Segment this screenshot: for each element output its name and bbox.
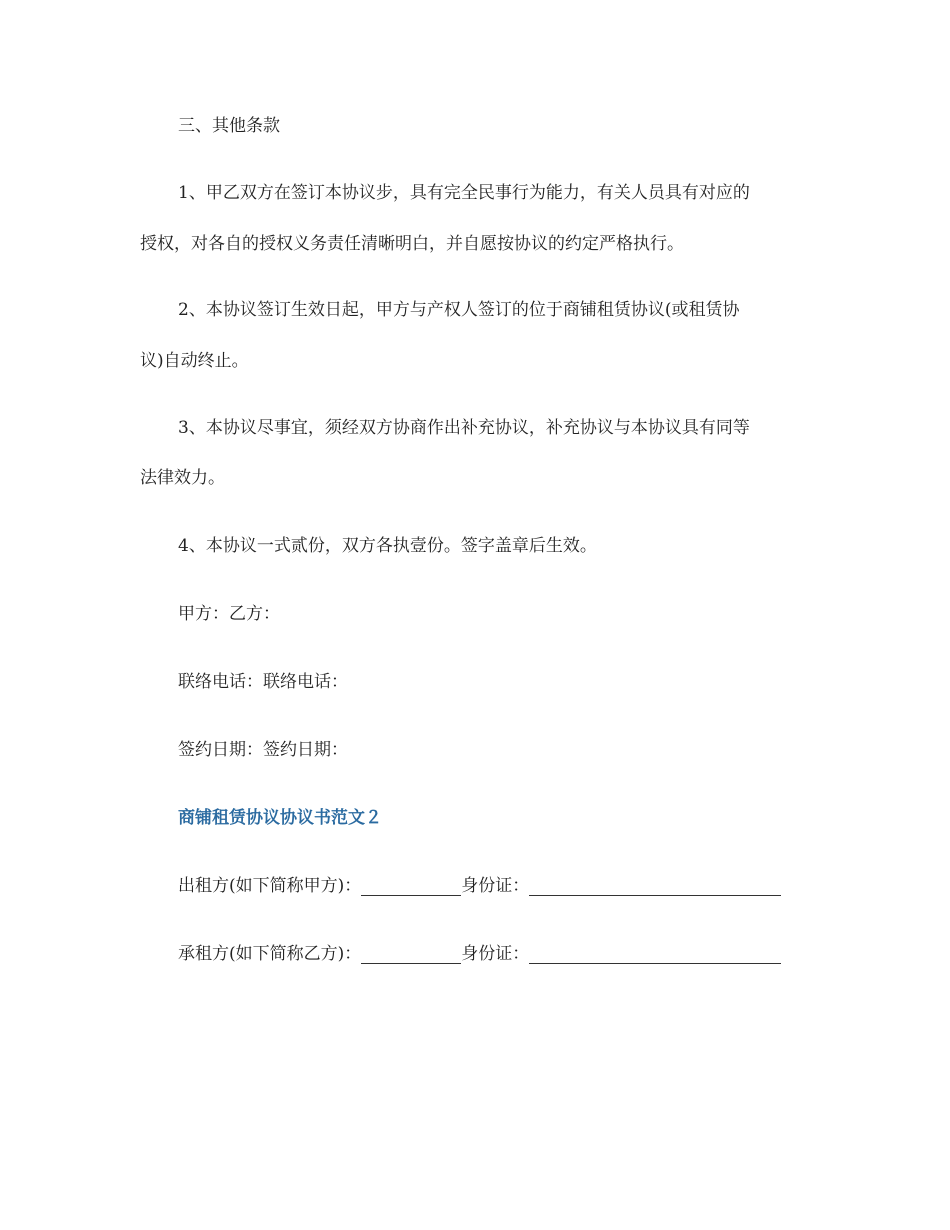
lessor-id-blank [529,877,781,896]
lessor-label: 出租方(如下简称甲方)： [178,876,362,896]
clause-1-line-1: 1、甲乙双方在签订本协议步，具有完全民事行为能力，有关人员具有对应的 [178,183,750,203]
clause-3-line-1: 3、本协议尽事宜，须经双方协商作出补充协议，补充协议与本协议具有同等 [178,418,750,438]
section-heading-2: 商铺租赁协议协议书范文２ [178,808,382,828]
clause-2-line-2: 议)自动终止。 [140,351,249,371]
clause-2-line-1: 2、本协议签订生效日起，甲方与产权人签订的位于商铺租赁协议(或租赁协 [178,300,740,320]
lessor-line [178,876,858,896]
signature-parties: 甲方：乙方： [178,604,280,624]
lessee-label: 承租方(如下简称乙方)： [178,944,362,964]
lessee-id-label: 身份证： [461,944,530,964]
section-title: 三、其他条款 [178,116,280,136]
clause-4-line-1: 4、本协议一式贰份，双方各执壹份。签字盖章后生效。 [178,536,597,556]
lessee-id-blank [529,945,781,964]
signature-phone: 联络电话：联络电话： [178,672,348,692]
signature-date: 签约日期：签约日期： [178,740,348,760]
lessor-name-blank [361,877,461,896]
lessor-id-label: 身份证： [461,876,530,896]
lessee-name-blank [361,945,461,964]
lessee-line [178,944,858,964]
clause-3-line-2: 法律效力。 [140,468,225,488]
clause-1-line-2: 授权，对各自的授权义务责任清晰明白，并自愿按协议的约定严格执行。 [140,234,684,254]
